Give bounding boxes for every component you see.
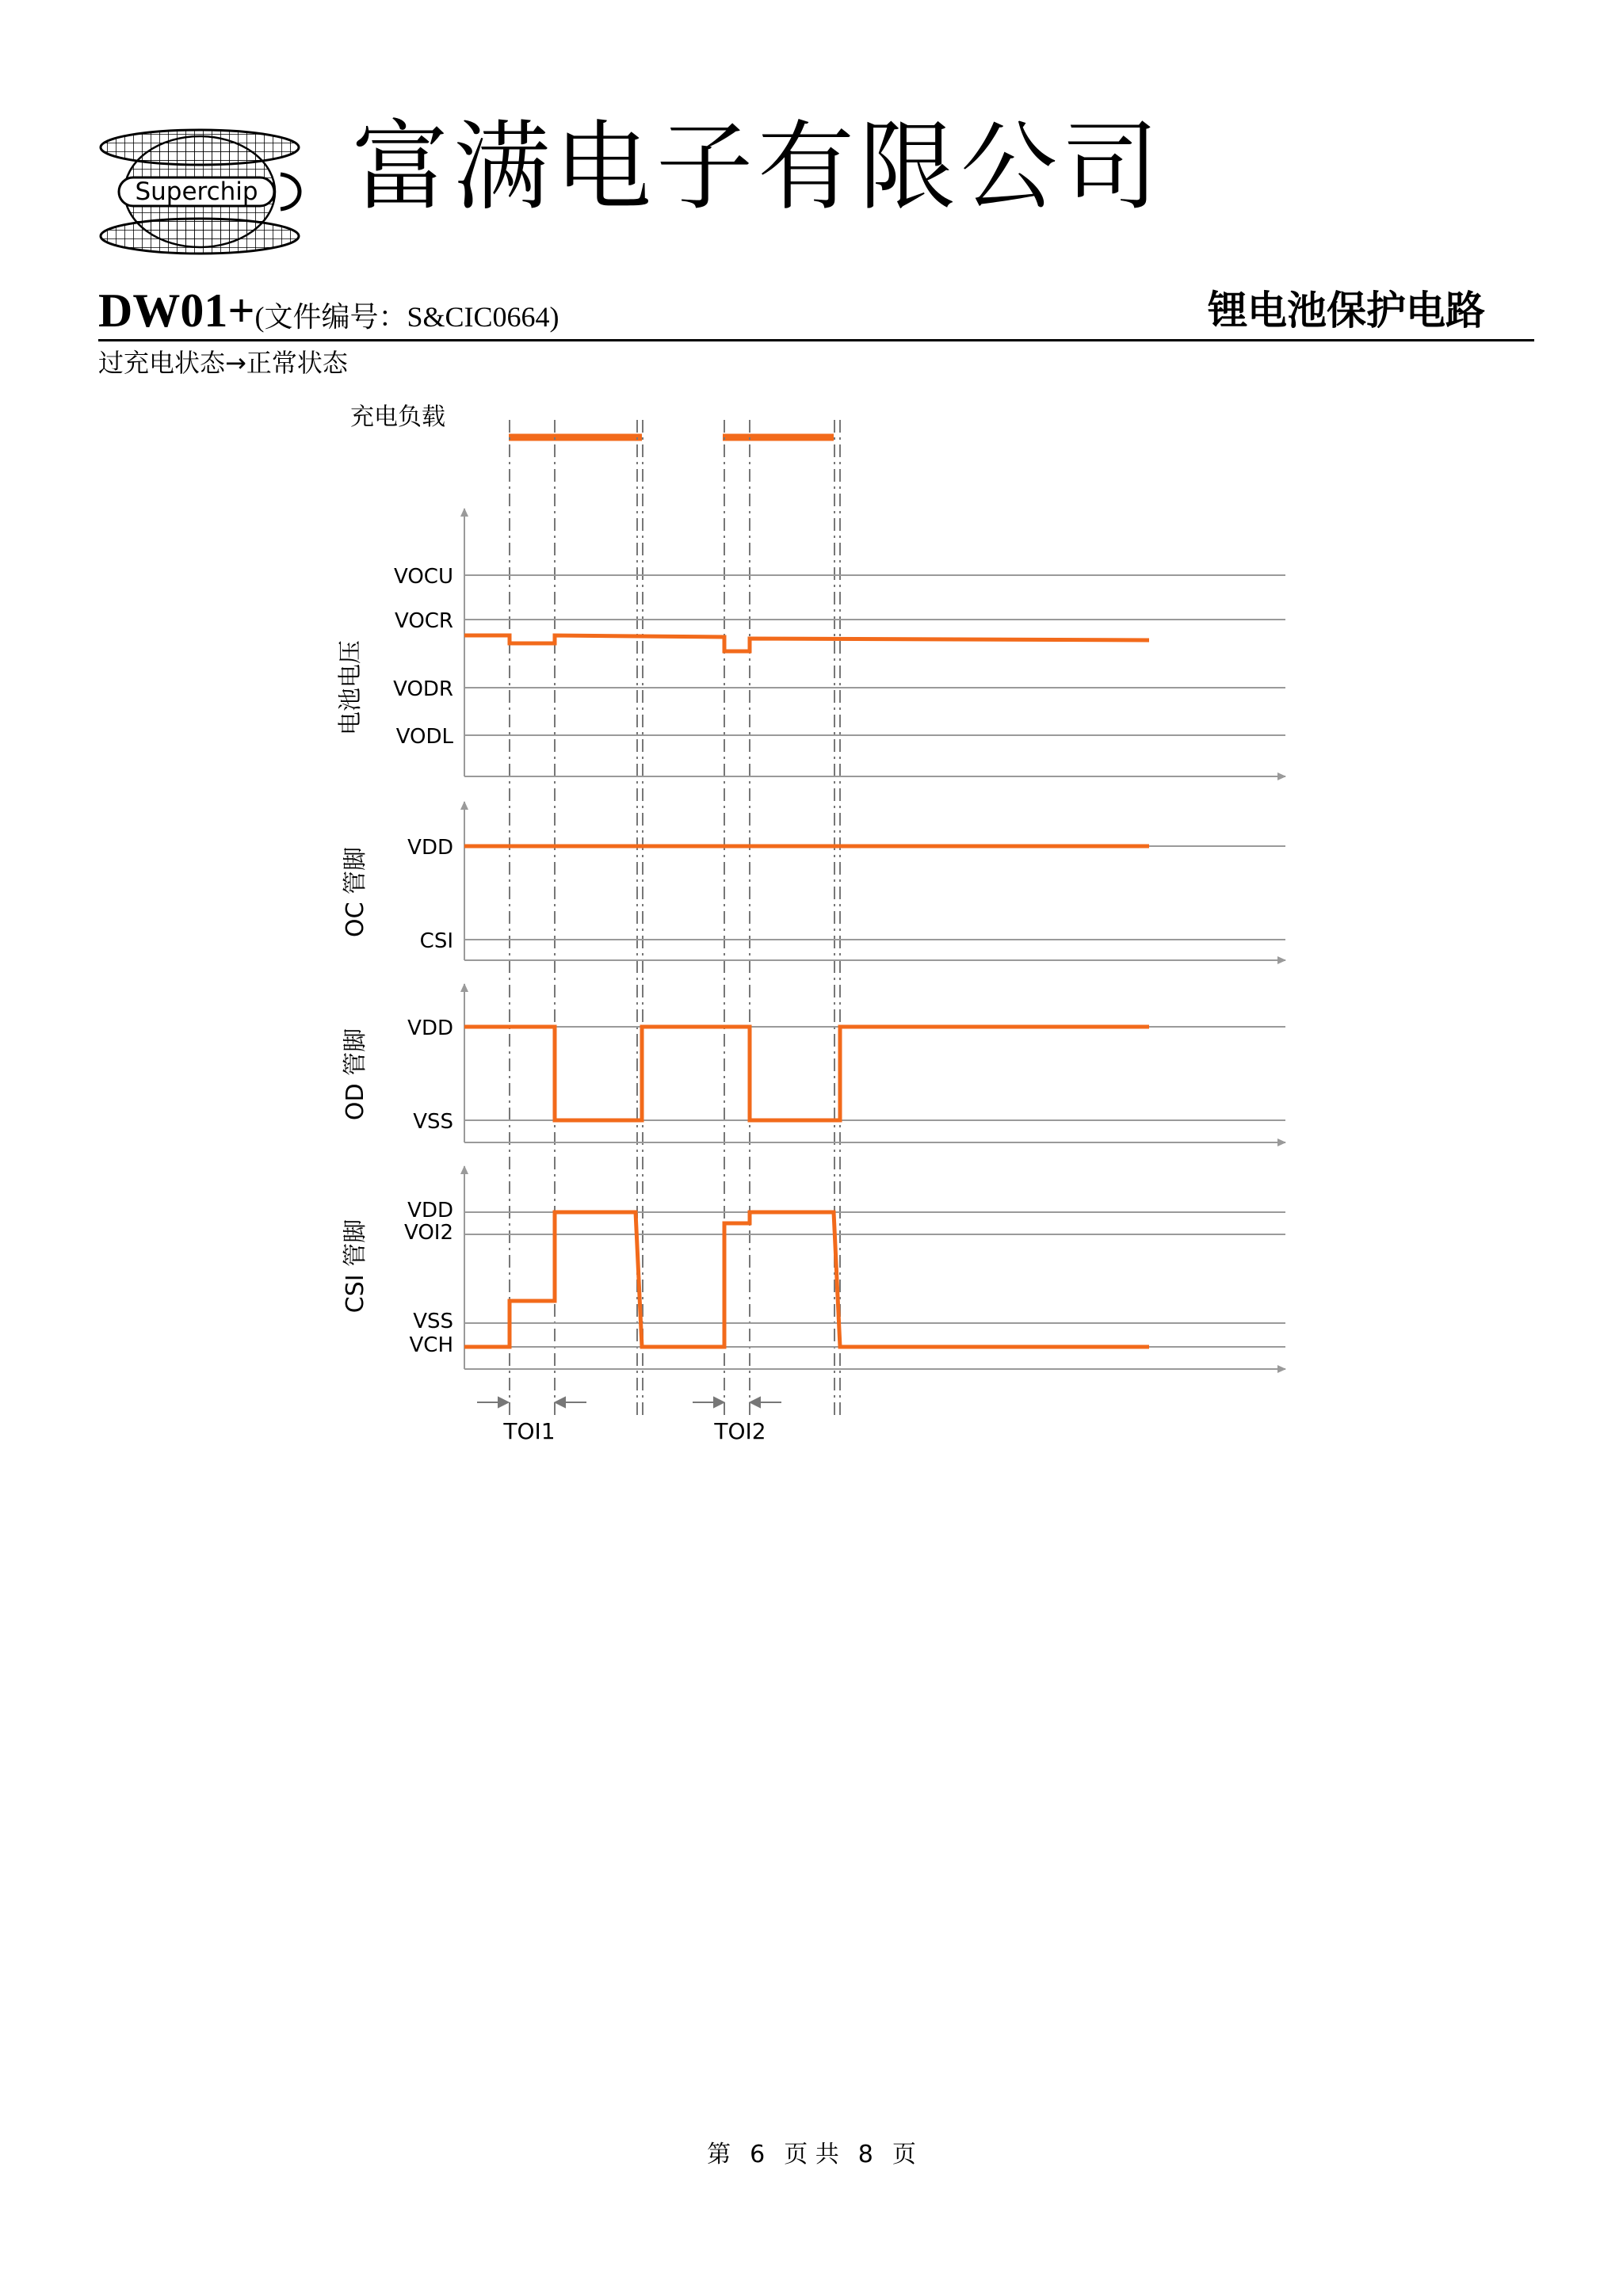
level-vodr: VODR xyxy=(393,677,453,701)
timing-label-toi2: TOI2 xyxy=(714,1418,766,1444)
level-vdd: VDD xyxy=(407,836,453,860)
csi-pin-axis-label: CSI 管脚 xyxy=(342,1219,369,1314)
superchip-logo xyxy=(98,125,304,260)
charge-load-label: 充电负载 xyxy=(350,403,445,431)
total-pages: 8 xyxy=(857,2141,873,2168)
battery-voltage-axis-label: 电池电压 xyxy=(337,640,365,735)
od-pin-axis-label: OD 管脚 xyxy=(342,1028,369,1121)
level-vodl: VODL xyxy=(395,725,453,749)
oc-pin-panel xyxy=(342,802,1285,960)
company-name: 富满电子有限公司 xyxy=(352,111,1163,223)
page-footer xyxy=(0,2139,1623,2171)
oc-pin-axis-label: OC 管脚 xyxy=(342,846,369,938)
battery-voltage-panel xyxy=(337,509,1285,776)
level-vss: VSS xyxy=(413,1110,453,1134)
timing-arrows xyxy=(477,1398,781,1407)
od-pin-waveform xyxy=(464,1027,1149,1120)
model-title xyxy=(98,279,559,349)
timing-diagram xyxy=(317,388,1316,1466)
page-number: 6 xyxy=(750,2141,766,2168)
level-vocr: VOCR xyxy=(394,609,453,633)
header-rule xyxy=(98,339,1534,341)
document-header xyxy=(98,279,1534,342)
battery-voltage-waveform xyxy=(464,635,1149,651)
document-number: (文件编号：S&CIC0664) xyxy=(254,301,559,333)
level-vch: VCH xyxy=(409,1333,453,1357)
level-voi2: VOI2 xyxy=(403,1221,453,1245)
level-csi: CSI xyxy=(419,929,453,953)
product-title: 锂电池保护电路 xyxy=(1208,288,1485,334)
level-vss: VSS xyxy=(413,1310,453,1333)
model-number: DW01+ xyxy=(98,284,255,337)
logo-text: Superchip xyxy=(135,177,258,206)
section-title: 过充电状态→正常状态 xyxy=(98,348,348,378)
level-vocu: VOCU xyxy=(394,565,453,589)
level-vdd: VDD xyxy=(407,1016,453,1040)
timing-label-toi1: TOI1 xyxy=(503,1418,556,1444)
timing-markers xyxy=(510,420,840,1418)
footer-suffix: 页 xyxy=(892,2141,916,2168)
csi-pin-panel xyxy=(342,1166,1285,1369)
od-pin-panel xyxy=(342,984,1285,1142)
csi-pin-waveform xyxy=(464,1212,1149,1347)
footer-middle: 页 共 xyxy=(784,2141,839,2168)
footer-prefix: 第 xyxy=(707,2141,731,2168)
level-vdd: VDD xyxy=(407,1199,453,1222)
